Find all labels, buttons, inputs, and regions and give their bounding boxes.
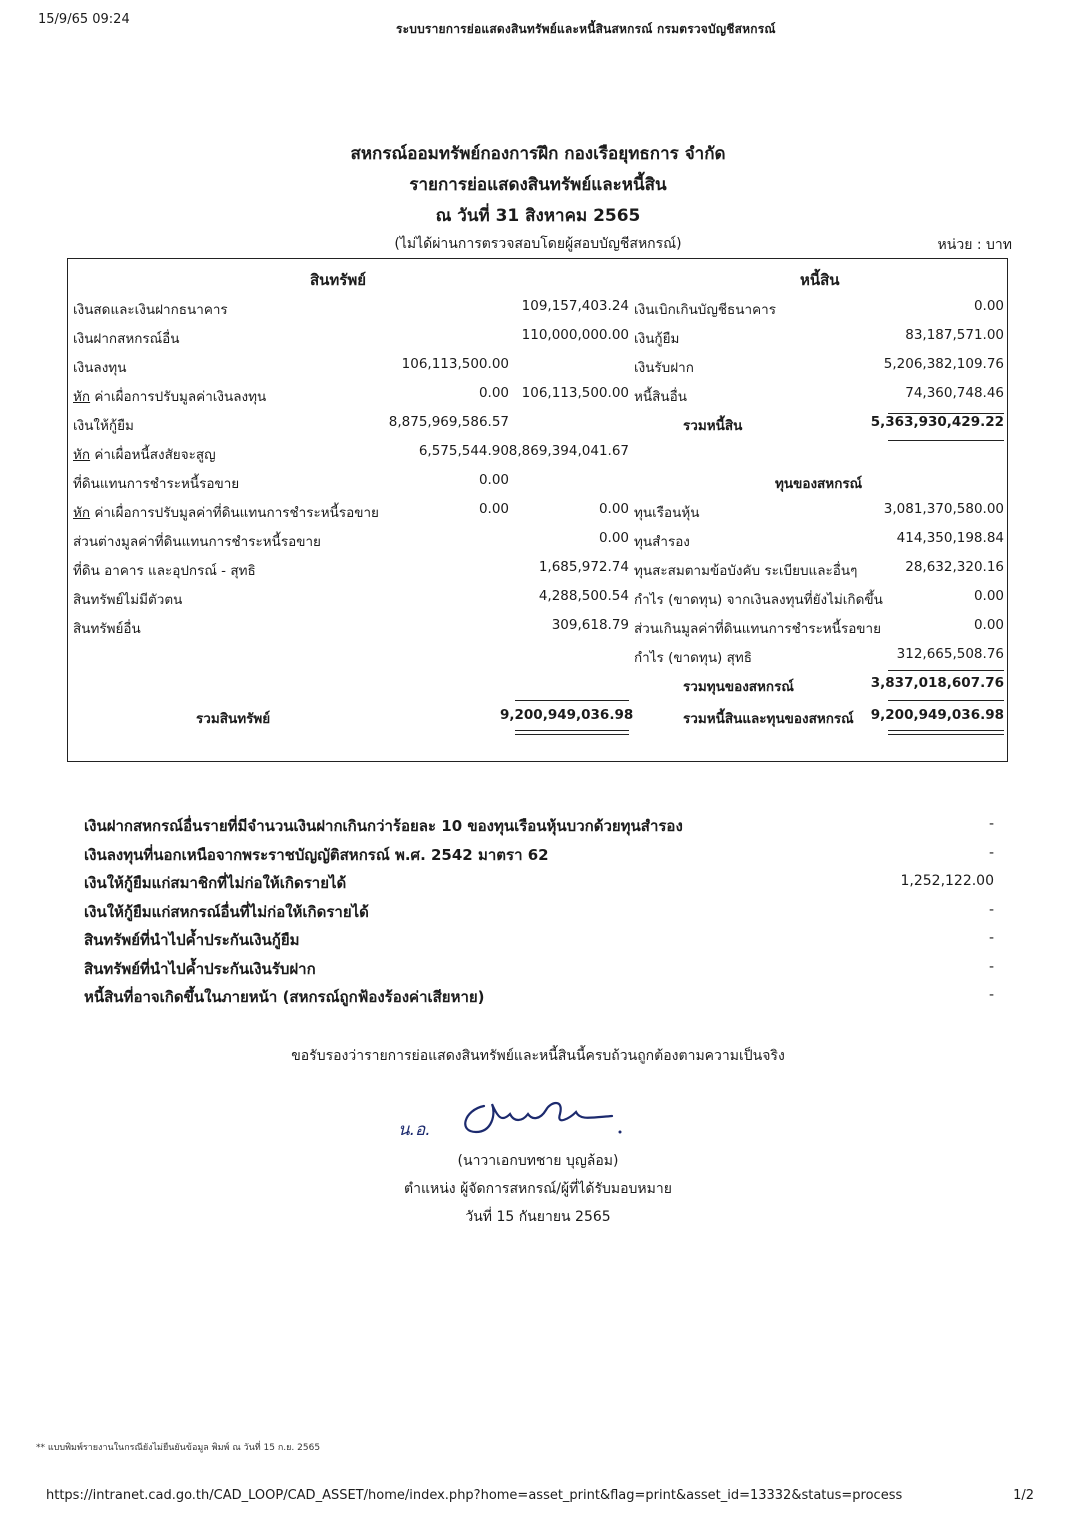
- asset-label: เงินลงทุน: [73, 360, 127, 376]
- liability-value: 414,350,198.84: [896, 530, 1004, 546]
- system-title: ระบบรายการย่อแสดงสินทรัพย์และหนี้สินสหกรณ์ กรมตรวจบัญชีสหกรณ์: [396, 22, 776, 36]
- liability-label: ส่วนเกินมูลค่าที่ดินแทนการชำระหนี้รอขาย: [634, 621, 882, 637]
- liab-equity-total-underline-2: [888, 734, 1004, 735]
- equity-total-underline: [888, 700, 1004, 701]
- asset-value: 4,288,500.54: [538, 588, 629, 604]
- liability-value: 0.00: [973, 588, 1004, 604]
- note-value: -: [988, 816, 994, 832]
- liability-value: 3,837,018,607.76: [870, 675, 1004, 691]
- asset-label: ส่วนต่างมูลค่าที่ดินแทนการชำระหนี้รอขาย: [73, 534, 321, 550]
- deduct-prefix: หัก: [73, 505, 91, 521]
- unit-label: หน่วย : บาท: [937, 237, 1012, 253]
- note-label: สินทรัพย์ที่นำไปค้ำประกันเงินรับฝาก: [84, 959, 316, 978]
- report-title: รายการย่อแสดงสินทรัพย์และหนี้สิน: [409, 175, 667, 195]
- liability-value: 0.00: [973, 298, 1004, 314]
- asset-value: 8,869,394,041.67: [508, 443, 629, 459]
- liability-label: เงินเบิกเกินบัญชีธนาคาร: [634, 302, 776, 318]
- print-note: ** แบบพิมพ์รายงานในกรณียังไม่ยืนยันข้อมูล พิมพ์ ณ วันที่ 15 ก.ย. 2565: [36, 1443, 321, 1453]
- liability-label: เงินกู้ยืม: [634, 331, 680, 347]
- liability-label: หนี้สินอื่น: [634, 389, 687, 405]
- asset-subvalue: 8,875,969,586.57: [388, 414, 509, 430]
- asset-label: สินทรัพย์อื่น: [73, 621, 141, 637]
- note-value: -: [988, 930, 994, 946]
- liab-equity-total-underline-1: [888, 730, 1004, 731]
- asset-value: 106,113,500.00: [521, 385, 629, 401]
- liability-label: ทุนสะสมตามข้อบังคับ ระเบียบและอื่นๆ: [634, 563, 858, 579]
- equity-total-rule: [888, 670, 1004, 671]
- note-label: เงินให้กู้ยืมแก่สหกรณ์อื่นที่ไม่ก่อให้เกิดรายได้: [84, 902, 369, 921]
- asset-value: 309,618.79: [551, 617, 629, 633]
- liability-value: 3,081,370,580.00: [883, 501, 1004, 517]
- asset-label: ที่ดิน อาคาร และอุปกรณ์ - สุทธิ: [73, 563, 256, 579]
- asset-value: 0.00: [598, 501, 629, 517]
- asset-subvalue: 6,575,544.90: [418, 443, 509, 459]
- coop-name: สหกรณ์ออมทรัพย์กองการฝึก กองเรือยุทธการ จำกัด: [350, 144, 726, 164]
- deduct-prefix: หัก: [73, 447, 91, 463]
- sign-date: วันที่ 15 กันยายน 2565: [465, 1209, 611, 1225]
- asset-value: 1,685,972.74: [538, 559, 629, 575]
- liability-label: รวมทุนของสหกรณ์: [683, 679, 794, 695]
- asset-subvalue: 0.00: [478, 472, 509, 488]
- liability-label: กำไร (ขาดทุน) สุทธิ: [634, 650, 752, 666]
- asset-label: หัก ค่าเผื่อการปรับมูลค่าที่ดินแทนการชำระหนี้รอขาย: [73, 505, 379, 521]
- asset-subvalue: 0.00: [478, 385, 509, 401]
- total-assets-value: 9,200,949,036.98: [500, 707, 634, 723]
- liability-value: 83,187,571.00: [905, 327, 1004, 343]
- liability-label: กำไร (ขาดทุน) จากเงินลงทุนที่ยังไม่เกิดขึ้น: [634, 592, 883, 608]
- liability-label: ทุนของสหกรณ์: [775, 476, 863, 492]
- note-label: หนี้สินที่อาจเกิดขึ้นในภายหน้า (สหกรณ์ถูกฟ้องร้องค่าเสียหาย): [84, 988, 485, 1006]
- liability-label: รวมหนี้สิน: [683, 418, 743, 434]
- note-value: -: [988, 958, 994, 975]
- total-assets-label: รวมสินทรัพย์: [196, 711, 271, 727]
- asset-total-underline-1: [515, 730, 629, 731]
- note-value: -: [988, 844, 994, 861]
- total-liab-equity-label: รวมหนี้สินและทุนของสหกรณ์: [683, 711, 854, 727]
- rank-prefix: น.อ.: [398, 1120, 431, 1140]
- asset-total-underline-2: [515, 734, 629, 735]
- note-label: เงินให้กู้ยืมแก่สมาชิกที่ไม่ก่อให้เกิดรายได้: [84, 874, 347, 892]
- asset-subvalue: 106,113,500.00: [401, 356, 509, 372]
- asset-label: ที่ดินแทนการชำระหนี้รอขาย: [73, 476, 240, 492]
- note-label: เงินฝากสหกรณ์อื่นรายที่มีจำนวนเงินฝากเกินกว่าร้อยละ 10 ของทุนเรือนหุ้นบวกด้วยทุนสำรอง: [84, 817, 683, 835]
- signature-image: [452, 1092, 632, 1140]
- note-value: 1,252,122.00: [900, 873, 994, 889]
- asset-value: 0.00: [598, 530, 629, 546]
- note-value: -: [988, 987, 994, 1003]
- asset-label: เงินสดและเงินฝากธนาคาร: [73, 302, 228, 318]
- asset-label: สินทรัพย์ไม่มีตัวตน: [73, 592, 183, 608]
- note-label: เงินลงทุนที่นอกเหนือจากพระราชบัญญัติสหกรณ์ พ.ศ. 2542 มาตรา 62: [84, 845, 549, 864]
- asset-label: เงินฝากสหกรณ์อื่น: [73, 331, 180, 347]
- asset-value: 110,000,000.00: [521, 327, 629, 343]
- signer-name: (นาวาเอกบทชาย บุญล้อม): [457, 1153, 619, 1169]
- print-timestamp: 15/9/65 09:24: [38, 12, 130, 27]
- asset-label: หัก ค่าเผื่อการปรับมูลค่าเงินลงทุน: [73, 389, 267, 405]
- signer-position: ตำแหน่ง ผู้จัดการสหกรณ์/ผู้ที่ได้รับมอบหมาย: [404, 1181, 672, 1197]
- assets-heading: สินทรัพย์: [310, 271, 367, 289]
- asset-total-rule: [515, 700, 629, 701]
- liability-label: เงินรับฝาก: [634, 360, 694, 376]
- liability-value: 5,363,930,429.22: [870, 414, 1004, 430]
- asset-label: เงินให้กู้ยืม: [73, 418, 134, 434]
- report-date: ณ วันที่ 31 สิงหาคม 2565: [435, 206, 641, 226]
- liability-value: 5,206,382,109.76: [883, 356, 1004, 372]
- page-number: 1/2: [1013, 1488, 1034, 1503]
- asset-value: 109,157,403.24: [521, 298, 629, 314]
- liabilities-heading: หนี้สิน: [800, 271, 840, 289]
- source-url: https://intranet.cad.go.th/CAD_LOOP/CAD_ASSET/home/index.php?home=asset_print&flag=print&asset_id=13332&status=process: [46, 1488, 903, 1503]
- audit-note: (ไม่ได้ผ่านการตรวจสอบโดยผู้สอบบัญชีสหกรณ์): [394, 236, 682, 252]
- note-value: -: [988, 901, 994, 918]
- total-liabilities-underline: [888, 440, 1004, 441]
- note-label: สินทรัพย์ที่นำไปค้ำประกันเงินกู้ยืม: [84, 931, 300, 949]
- liability-label: ทุนสำรอง: [634, 534, 690, 550]
- liability-value: 312,665,508.76: [896, 646, 1004, 662]
- total-liabilities-rule: [888, 413, 1004, 414]
- asset-label: หัก ค่าเผื่อหนี้สงสัยจะสูญ: [73, 447, 216, 463]
- deduct-prefix: หัก: [73, 389, 91, 405]
- liability-value: 0.00: [973, 617, 1004, 633]
- total-liab-equity-value: 9,200,949,036.98: [870, 707, 1004, 723]
- liability-value: 28,632,320.16: [905, 559, 1004, 575]
- asset-subvalue: 0.00: [478, 501, 509, 517]
- liability-label: ทุนเรือนหุ้น: [634, 505, 700, 521]
- liability-value: 74,360,748.46: [905, 385, 1004, 401]
- certification-statement: ขอรับรองว่ารายการย่อแสดงสินทรัพย์และหนี้สินนี้ครบถ้วนถูกต้องตามความเป็นจริง: [291, 1048, 785, 1064]
